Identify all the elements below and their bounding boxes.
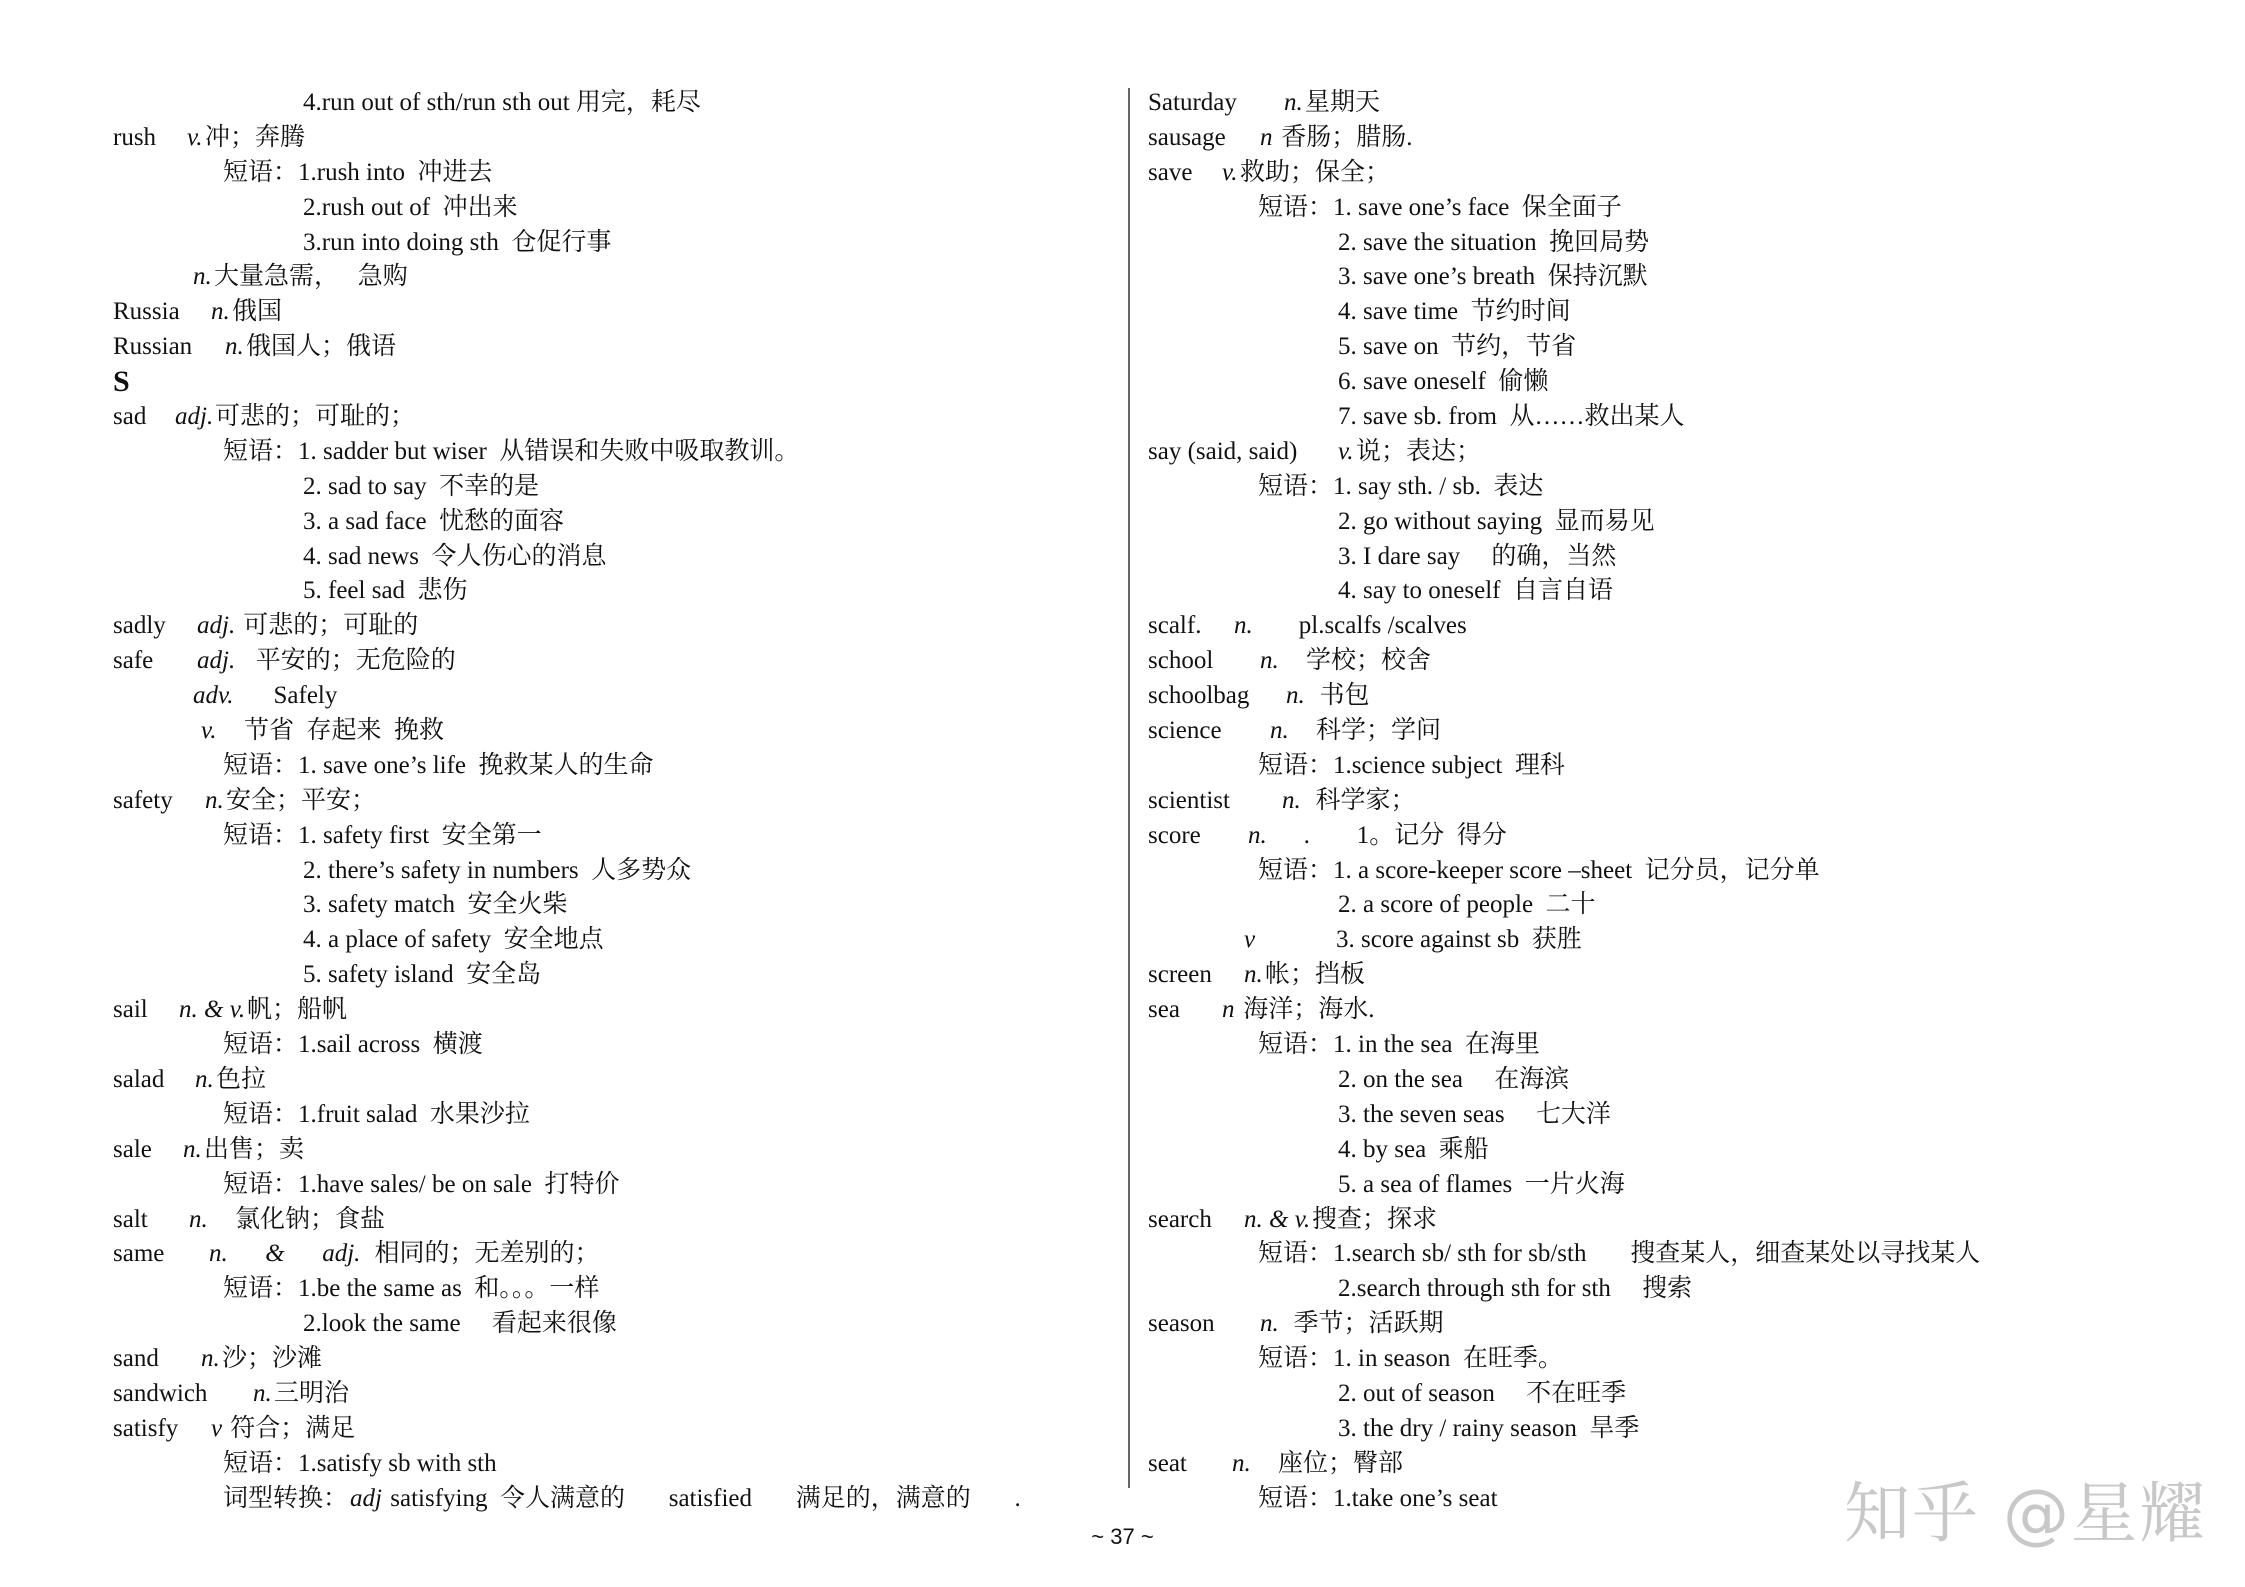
entry-line [113, 1237, 1113, 1272]
part-of-speech: adj [350, 1484, 382, 1512]
entry-text: 2.rush out of 冲出来 [303, 193, 518, 221]
part-of-speech: adj. [175, 403, 214, 431]
entry-text: 3. score against sb 获胜 [1336, 926, 1582, 954]
part-of-speech: n. [1232, 1449, 1251, 1477]
entry-line [1148, 714, 2148, 749]
part-of-speech: n [1222, 996, 1235, 1024]
entry-text: score [1148, 821, 1201, 849]
entry-text: seat [1148, 1449, 1187, 1477]
entry-text: 短语：1. save one’s face 保全面子 [1258, 193, 1622, 221]
phrase-line [113, 260, 1113, 295]
phrase-line [1148, 191, 2148, 226]
entry-text: Safely [236, 682, 338, 710]
entry-text: pl.scalfs /scalves [1255, 612, 1467, 640]
phrase-line [1148, 1063, 2148, 1098]
entry-text: 沙；沙滩 [222, 1345, 323, 1373]
entry-text: satisfy [113, 1414, 179, 1442]
part-of-speech: v. [1222, 158, 1238, 186]
phrase-line [113, 1028, 1113, 1063]
entry-text: 短语：1.fruit salad 水果沙拉 [223, 1100, 530, 1128]
entry-text: 平安的；无危险的 [237, 647, 456, 675]
entry-text: satisfying 令人满意的 satisfied 满足的，满意的 . [384, 1484, 1021, 1512]
entry-text: scalf. [1148, 612, 1202, 640]
phrase-line [1148, 888, 2148, 923]
entry-text: schoolbag [1148, 682, 1250, 710]
entry-line [113, 295, 1113, 330]
entry-line [113, 1133, 1113, 1168]
phrase-line [113, 470, 1113, 505]
entry-text: 帐；挡板 [1265, 961, 1366, 989]
phrase-line [113, 226, 1113, 261]
entry-text: sadly [113, 612, 166, 640]
phrase-line [113, 714, 1113, 749]
entry-text: safety [113, 786, 173, 814]
part-of-speech: n. [1286, 682, 1305, 710]
entry-text: 科学家； [1303, 786, 1416, 814]
part-of-speech: adj. [197, 647, 236, 675]
entry-text: 救助；保全； [1240, 158, 1391, 186]
phrase-line [113, 1098, 1113, 1133]
entry-text: search [1148, 1205, 1212, 1233]
phrase-line [1148, 226, 2148, 261]
phrase-line [1148, 1377, 2148, 1412]
entry-text: 2. a score of people 二十 [1338, 891, 1596, 919]
entry-text: school [1148, 647, 1214, 675]
phrase-line [1148, 1237, 2148, 1272]
phrase-line [1148, 1028, 2148, 1063]
part-of-speech: v [211, 1414, 223, 1442]
entry-text: 短语：1.satisfy sb with sth [223, 1449, 497, 1477]
phrase-line [113, 574, 1113, 609]
entry-text: 4. sad news 令人伤心的消息 [303, 542, 607, 570]
entry-text: 色拉 [216, 1065, 267, 1093]
phrase-line [1148, 854, 2148, 889]
entry-line [113, 993, 1113, 1028]
entry-line [113, 1377, 1113, 1412]
entry-text: Saturday [1148, 89, 1237, 116]
phrase-line [113, 1482, 1113, 1517]
entry-text: season [1148, 1310, 1215, 1338]
phrase-line [113, 854, 1113, 889]
phrase-line [113, 679, 1113, 714]
part-of-speech: n. [189, 1205, 208, 1233]
entry-text: 1。记分 得分 [1313, 821, 1507, 849]
entry-text: sale [113, 1135, 152, 1163]
phrase-line [1148, 1133, 2148, 1168]
entry-line [113, 365, 1113, 400]
phrase-line [1148, 540, 2148, 575]
phrase-line [113, 1307, 1113, 1342]
phrase-line [1148, 574, 2148, 609]
part-of-speech: n. [201, 1345, 220, 1373]
entry-text: 2. sad to say 不幸的是 [303, 472, 540, 500]
entry-text: 符合；满足 [224, 1414, 356, 1442]
part-of-speech: n. [195, 1065, 214, 1093]
entry-text: 3. the seven seas 七大洋 [1338, 1100, 1611, 1128]
phrase-line [113, 1272, 1113, 1307]
entry-text: 俄国人；俄语 [246, 333, 397, 361]
entry-text: 三明治 [274, 1379, 350, 1407]
entry-line [113, 644, 1113, 679]
entry-text: 帆；船帆 [247, 996, 348, 1024]
phrase-line [1148, 923, 2148, 958]
part-of-speech: n. [1260, 647, 1279, 675]
entry-text: 短语：1.rush into 冲进去 [223, 158, 493, 186]
part-of-speech: n. [211, 298, 230, 326]
entry-text: 安全；平安； [226, 786, 377, 814]
part-of-speech: v. [201, 717, 217, 745]
part-of-speech: n. [1244, 961, 1263, 989]
entry-text: 4. say to oneself 自言自语 [1338, 577, 1613, 605]
entry-text: 短语：1.have sales/ be on sale 打特价 [223, 1170, 620, 1198]
entry-line [1148, 644, 2148, 679]
phrase-line [113, 156, 1113, 191]
entry-text: salad [113, 1065, 165, 1093]
part-of-speech: n. [225, 333, 244, 361]
phrase-line [113, 1447, 1113, 1482]
entry-text: 5. safety island 安全岛 [303, 961, 542, 989]
entry-text: 短语：1.sail across 横渡 [223, 1031, 483, 1059]
entry-text: 2. on the sea 在海滨 [1338, 1065, 1570, 1093]
entry-text: 星期天 [1305, 89, 1381, 116]
entry-text: science [1148, 717, 1222, 745]
phrase-line [1148, 1168, 2148, 1203]
entry-line [1148, 1307, 2148, 1342]
entry-text: 2. save the situation 挽回局势 [1338, 228, 1650, 256]
part-of-speech: v. [187, 123, 203, 151]
entry-text: 出售；卖 [204, 1135, 305, 1163]
entry-line [1148, 679, 2148, 714]
entry-text: sea [1148, 996, 1180, 1024]
part-of-speech: n. [1282, 786, 1301, 814]
phrase-line [113, 86, 1113, 121]
entry-text: rush [113, 123, 157, 151]
entry-text: 4. by sea 乘船 [1338, 1135, 1489, 1163]
entry-line [1148, 784, 2148, 819]
entry-text: Russian [113, 333, 193, 361]
phrase-line [113, 958, 1113, 993]
part-of-speech: n. & adj. [209, 1240, 361, 1268]
part-of-speech: adj. [197, 612, 236, 640]
entry-text: 冲；奔腾 [205, 123, 306, 151]
entry-text: 说；表达； [1356, 437, 1482, 465]
entry-text: 短语：1. in the sea 在海里 [1258, 1031, 1540, 1059]
phrase-line [1148, 505, 2148, 540]
entry-text: sausage [1148, 123, 1226, 151]
part-of-speech: n. . [1248, 821, 1311, 849]
part-of-speech: n. & v. [179, 996, 246, 1024]
phrase-line [1148, 400, 2148, 435]
entry-text: 书包 [1307, 682, 1370, 710]
entry-text: 3. safety match 安全火柴 [303, 891, 568, 919]
entry-line [113, 1342, 1113, 1377]
phrase-line [1148, 365, 2148, 400]
entry-text: 短语：1. in season 在旺季。 [1258, 1345, 1563, 1373]
entry-text: sand [113, 1345, 159, 1373]
entry-text: 相同的；无差别的； [362, 1240, 600, 1268]
entry-text: say (said, said) [1148, 437, 1298, 465]
phrase-line [113, 191, 1113, 226]
left-column [113, 86, 1113, 1517]
part-of-speech: n. & v. [1244, 1205, 1311, 1233]
entry-text: 短语：1. say sth. / sb. 表达 [1258, 472, 1544, 500]
entry-text: 5. feel sad 悲伤 [303, 577, 468, 605]
entry-text: 2. out of season 不在旺季 [1338, 1379, 1627, 1407]
entry-text: 2.look the same 看起来很像 [303, 1310, 617, 1338]
phrase-line [1148, 1272, 2148, 1307]
entry-text: safe [113, 647, 154, 675]
entry-text: 词型转换： [223, 1484, 349, 1512]
part-of-speech: v. [1338, 437, 1354, 465]
entry-text: 搜查；探求 [1312, 1205, 1438, 1233]
entry-text: salt [113, 1205, 148, 1233]
phrase-line [113, 435, 1113, 470]
entry-text: 可悲的；可耻的 [237, 612, 419, 640]
entry-line [113, 1412, 1113, 1447]
entry-text: 可悲的；可耻的； [215, 403, 416, 431]
phrase-line [113, 923, 1113, 958]
part-of-speech: n. [1234, 612, 1253, 640]
entry-text: 2.search through sth for sth 搜索 [1338, 1275, 1693, 1303]
phrase-line [1148, 1098, 2148, 1133]
entry-text: 香肠；腊肠. [1275, 123, 1413, 151]
entry-text: 短语：1.science subject 理科 [1258, 751, 1565, 779]
entry-text: sail [113, 996, 148, 1024]
entry-text: 短语：1. save one’s life 挽救某人的生命 [223, 751, 654, 779]
part-of-speech: n. [253, 1379, 272, 1407]
phrase-line [1148, 295, 2148, 330]
phrase-line [113, 540, 1113, 575]
entry-line [1148, 435, 2148, 470]
part-of-speech: n. [1260, 1310, 1279, 1338]
entry-text: 短语：1.be the same as 和。。。一样 [223, 1275, 600, 1303]
part-of-speech: n. [1284, 89, 1303, 116]
entry-text: 4. save time 节约时间 [1338, 298, 1571, 326]
entry-text: 学校；校舍 [1281, 647, 1432, 675]
entry-text: 节省 存起来 挽救 [219, 717, 445, 745]
part-of-speech: n. [183, 1135, 202, 1163]
entry-text: 5. a sea of flames 一片火海 [1338, 1170, 1625, 1198]
entry-text: 3. the dry / rainy season 旱季 [1338, 1414, 1640, 1442]
entry-text: 座位；臀部 [1253, 1449, 1404, 1477]
watermark: 知乎 @星耀 [1844, 1475, 2207, 1552]
phrase-line [1148, 1342, 2148, 1377]
entry-line [1148, 156, 2148, 191]
entry-text: save [1148, 158, 1193, 186]
entry-text: 氯化钠；食盐 [210, 1205, 386, 1233]
entry-text: sad [113, 403, 147, 431]
entry-text: Russia [113, 298, 180, 326]
entry-line [1148, 609, 2148, 644]
entry-text: 5. save on 节约，节省 [1338, 333, 1577, 361]
phrase-line [1148, 470, 2148, 505]
entry-text: 3. a sad face 忧愁的面容 [303, 507, 565, 535]
part-of-speech: v [1244, 926, 1256, 954]
part-of-speech: n. [193, 263, 212, 291]
entry-line [1148, 819, 2148, 854]
entry-line [113, 1203, 1113, 1238]
phrase-line [1148, 260, 2148, 295]
entry-line [1148, 121, 2148, 156]
column-divider [1128, 88, 1130, 1488]
entry-line [1148, 993, 2148, 1028]
entry-text: 季节；活跃期 [1281, 1310, 1444, 1338]
phrase-line [1148, 1412, 2148, 1447]
page-number: ~ 37 ~ [1091, 1524, 1154, 1549]
entry-line [1148, 958, 2148, 993]
entry-text: 7. save sb. from 从……救出某人 [1338, 403, 1685, 431]
entry-line [113, 784, 1113, 819]
entry-text: 3. I dare say 的确，当然 [1338, 542, 1617, 570]
entry-text: 科学；学问 [1291, 717, 1442, 745]
entry-text: 短语：1.take one’s seat [1258, 1484, 1498, 1512]
entry-line [113, 1063, 1113, 1098]
entry-line [113, 400, 1113, 435]
entry-text: S [113, 365, 130, 399]
entry-text: screen [1148, 961, 1212, 989]
entry-text: 6. save oneself 偷懒 [1338, 368, 1549, 396]
entry-text: 短语：1. a score-keeper score –sheet 记分员，记分单 [1258, 856, 1820, 884]
entry-text: 海洋；海水. [1237, 996, 1375, 1024]
part-of-speech: n. [205, 786, 224, 814]
part-of-speech: n [1260, 123, 1273, 151]
entry-text: 3. save one’s breath 保持沉默 [1338, 263, 1648, 291]
right-column [1148, 86, 2148, 1517]
entry-text: 3.run into doing sth 仓促行事 [303, 228, 612, 256]
entry-text: 短语：1. safety first 安全第一 [223, 821, 542, 849]
entry-line [113, 121, 1113, 156]
phrase-line [113, 1168, 1113, 1203]
phrase-line [113, 819, 1113, 854]
entry-text: scientist [1148, 786, 1230, 814]
entry-text: 4.run out of sth/run sth out 用完，耗尽 [303, 89, 701, 116]
entry-text: 俄国 [232, 298, 283, 326]
entry-text: 2. there’s safety in numbers 人多势众 [303, 856, 692, 884]
entry-text: 4. a place of safety 安全地点 [303, 926, 604, 954]
entry-text: sandwich [113, 1379, 208, 1407]
part-of-speech: n. [1270, 717, 1289, 745]
part-of-speech: adv. [193, 682, 234, 710]
phrase-line [113, 505, 1113, 540]
phrase-line [1148, 330, 2148, 365]
entry-line [1148, 1203, 2148, 1238]
entry-text: 短语：1. sadder but wiser 从错误和失败中吸取教训。 [223, 437, 800, 465]
entry-line [113, 330, 1113, 365]
phrase-line [113, 749, 1113, 784]
entry-text: 2. go without saying 显而易见 [1338, 507, 1655, 535]
entry-text: 大量急需， 急购 [214, 263, 408, 291]
phrase-line [1148, 749, 2148, 784]
entry-text: 短语：1.search sb/ sth for sb/sth 搜查某人，细查某处以寻找某人 [1258, 1240, 1981, 1268]
entry-text: same [113, 1240, 165, 1268]
entry-line [1148, 86, 2148, 121]
entry-line [113, 609, 1113, 644]
phrase-line [113, 888, 1113, 923]
